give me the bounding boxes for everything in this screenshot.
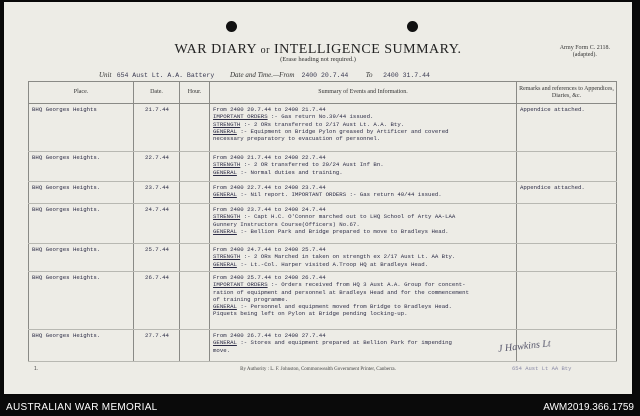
from-value: 2400 20.7.44	[301, 72, 349, 79]
summary-line: From 2400 21.7.44 to 2400 22.7.44	[213, 154, 326, 161]
place-cell: BHQ Georges Heights.	[29, 204, 134, 244]
form-reference: Army Form C. 2118. (adapted).	[559, 45, 610, 58]
summary-line: Gunnery Instructors Course(Officers) No.67.	[213, 220, 360, 228]
section-keyword: STRENGTH	[213, 120, 241, 128]
summary-line: STRENGTH :- 2 OR transferred to 20/24 Aust Inf Bn.	[213, 161, 384, 169]
summary-line: GENERAL :- Personnel and equipment moved from Bridge to Bradleys Head.	[213, 303, 452, 311]
summary-cell	[210, 182, 517, 204]
summary-line: move.	[213, 346, 231, 354]
summary-line: GENERAL :- Equipment on Bridge Pylon greased by Artificer and covered	[213, 127, 449, 135]
archive-reference: AWM2019.366.1759	[543, 402, 634, 413]
summary-line: GENERAL :- Normal duties and training.	[213, 168, 343, 176]
page-title: WAR DIARY or INTELLIGENCE SUMMARY.	[174, 42, 462, 57]
date-cell: 22.7.44	[134, 152, 180, 182]
unit-value: 654 Aust Lt. A.A. Battery	[116, 72, 215, 79]
table-row	[29, 182, 617, 204]
punch-hole	[407, 21, 418, 32]
date-cell: 23.7.44	[134, 182, 180, 204]
section-keyword: GENERAL	[213, 260, 237, 268]
place-cell: BHQ Georges Heights.	[29, 330, 134, 362]
summary-line: From 2400 20.7.44 to 2400 21.7.44	[213, 106, 326, 113]
summary-cell	[210, 330, 517, 362]
section-keyword: GENERAL	[213, 168, 237, 176]
summary-line: GENERAL :- Nil report. IMPORTANT ORDERS :- Gas return 40/44 issued.	[213, 191, 442, 199]
date-cell: 26.7.44	[134, 272, 180, 330]
summary-line: STRENGTH :- 2 ORs Marched in taken on strength ex 2/17 Aust Lt. AA Bty.	[213, 253, 456, 261]
page-subtitle: (Erase heading not required.)	[280, 56, 356, 63]
section-keyword: GENERAL	[213, 339, 237, 347]
table-row	[29, 104, 617, 152]
date-cell: 24.7.44	[134, 204, 180, 244]
section-keyword: STRENGTH	[213, 161, 241, 169]
hour-cell	[180, 204, 210, 244]
summary-line: IMPORTANT ORDERS :- Orders received from HQ 3 Aust A.A. Group for concent-	[213, 281, 466, 289]
date-cell: 27.7.44	[134, 330, 180, 362]
summary-line: From 2400 23.7.44 to 2400 24.7.44	[213, 206, 326, 213]
summary-line: From 2400 22.7.44 to 2400 23.7.44	[213, 184, 326, 191]
col-place: Place.	[29, 82, 134, 104]
summary-line: STRENGTH :- 2 ORs transferred to 2/17 Aust Lt. A.A. Bty.	[213, 120, 405, 128]
summary-cell	[210, 244, 517, 272]
remarks-cell	[517, 204, 617, 244]
place-cell: BHQ Georges Heights	[29, 104, 134, 152]
col-date: Date.	[134, 82, 180, 104]
punch-hole	[226, 21, 237, 32]
unit-stamp: 654 Aust Lt AA Bty	[512, 365, 572, 372]
hour-cell	[180, 272, 210, 330]
section-keyword: GENERAL	[213, 227, 237, 235]
section-keyword: GENERAL	[213, 191, 237, 199]
section-keyword: IMPORTANT ORDERS	[213, 113, 268, 121]
section-keyword: IMPORTANT ORDERS	[213, 281, 268, 289]
section-keyword: STRENGTH	[213, 253, 241, 261]
archive-caption: AUSTRALIAN WAR MEMORIAL	[6, 402, 158, 413]
col-remarks: Remarks and references to Appendices, Diaries, &c.	[517, 82, 617, 104]
remarks-cell	[517, 244, 617, 272]
place-cell: BHQ Georges Heights.	[29, 152, 134, 182]
hour-cell	[180, 182, 210, 204]
summary-line: GENERAL :- Bellion Park and Bridge prepared to move to Bradleys Head.	[213, 227, 449, 235]
date-cell: 21.7.44	[134, 104, 180, 152]
remarks-cell: Appendice attached.	[517, 104, 617, 152]
summary-line: necessary preparatory to evacuation of personnel.	[213, 135, 381, 143]
table-row	[29, 204, 617, 244]
hour-cell	[180, 244, 210, 272]
table-row	[29, 152, 617, 182]
place-cell: BHQ Georges Heights.	[29, 182, 134, 204]
summary-cell	[210, 204, 517, 244]
diary-page	[4, 2, 632, 394]
printer-footer: By Authority : L. F. Johnston, Commonwealth Government Printer, Canberra.	[240, 367, 396, 372]
unit-line: Unit 654 Aust Lt. A.A. Battery Date and Time.—From 2400 20.7.44 To 2400 31.7.44	[99, 71, 430, 79]
diary-table	[28, 81, 617, 362]
page-number: 1.	[34, 366, 39, 372]
table-row	[29, 244, 617, 272]
date-cell: 25.7.44	[134, 244, 180, 272]
place-cell: BHQ Georges Heights.	[29, 272, 134, 330]
hour-cell	[180, 104, 210, 152]
summary-line: From 2400 24.7.44 to 2400 25.7.44	[213, 246, 326, 253]
table-header-row	[29, 82, 617, 104]
col-summary: Summary of Events and Information.	[210, 82, 517, 104]
summary-cell	[210, 104, 517, 152]
summary-line: of training programme.	[213, 295, 289, 303]
section-keyword: GENERAL	[213, 127, 237, 135]
remarks-cell	[517, 272, 617, 330]
hour-cell	[180, 330, 210, 362]
table-row	[29, 272, 617, 330]
section-keyword: STRENGTH	[213, 213, 241, 221]
col-hour: Hour.	[180, 82, 210, 104]
remarks-cell: Appendice attached.	[517, 182, 617, 204]
summary-line: STRENGTH :- Capt H.C. O'Connor marched out to LHQ School of Arty AA-LAA	[213, 213, 456, 221]
signature: J Hawkins Lt	[497, 338, 552, 355]
summary-line: ration of equipment and personnel at Bradleys Head and for the commencement	[213, 288, 469, 296]
summary-cell	[210, 272, 517, 330]
summary-line: From 2400 25.7.44 to 2400 26.7.44	[213, 274, 326, 281]
summary-line: From 2400 26.7.44 to 2400 27.7.44	[213, 332, 326, 339]
summary-line: IMPORTANT ORDERS :- Gas return No.39/44 issued.	[213, 113, 374, 121]
summary-cell	[210, 152, 517, 182]
remarks-cell	[517, 152, 617, 182]
summary-line: GENERAL :- Stores and equipment prepared at Bellion Park for impending	[213, 339, 452, 347]
place-cell: BHQ Georges Heights.	[29, 244, 134, 272]
to-value: 2400 31.7.44	[383, 72, 430, 79]
summary-line: GENERAL :- Lt.-Col. Harper visited A.Troop HQ at Bradleys Head.	[213, 260, 429, 268]
hour-cell	[180, 152, 210, 182]
section-keyword: GENERAL	[213, 303, 237, 311]
summary-line: Piquets being left on Pylon at Bridge pending locking-up.	[213, 310, 408, 318]
